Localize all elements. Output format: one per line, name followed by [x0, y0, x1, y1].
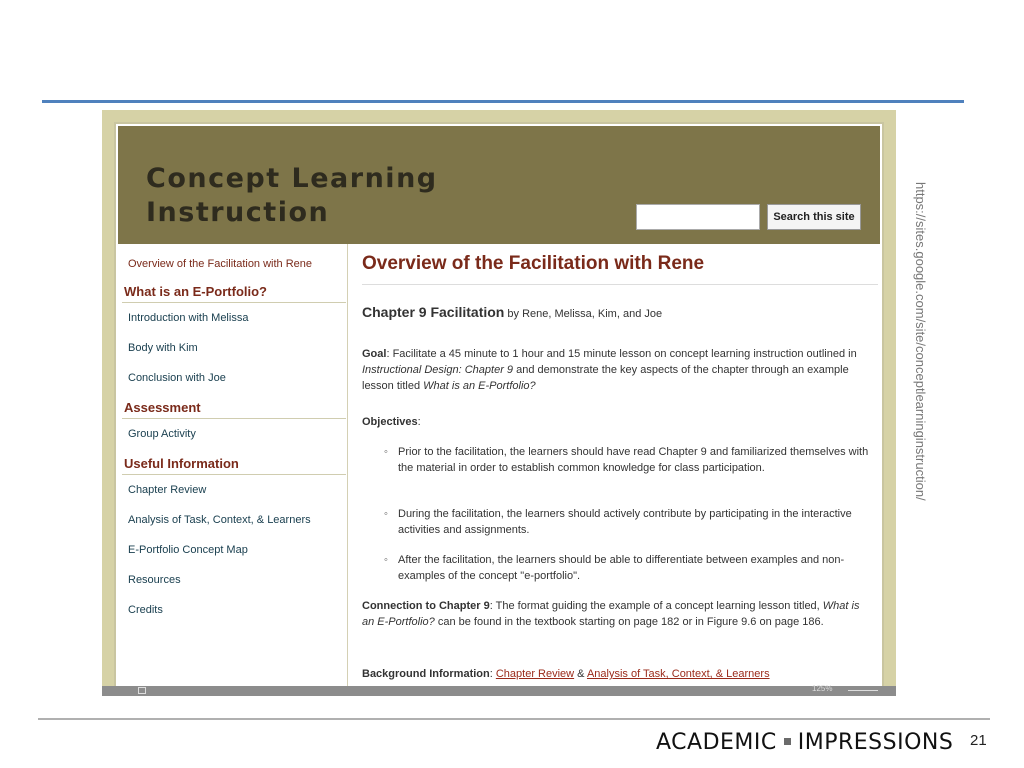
page-view-icon[interactable] — [138, 687, 146, 694]
goal-text: : Facilitate a 45 minute to 1 hour and 15 minute lesson on concept learning instruction outlined in — [386, 348, 857, 360]
connection-text: can be found in the textbook starting on page 182 or in Figure 9.6 on page 186. — [434, 616, 824, 628]
chapter-review-link[interactable]: Chapter Review — [495, 668, 575, 680]
chapter-byline: by Rene, Melissa, Kim, and Joe — [507, 308, 663, 320]
page-title: Overview of the Facilitation with Rene — [362, 253, 705, 274]
sidebar-item-credits[interactable]: Credits — [128, 604, 163, 616]
goal-label: Goal — [362, 348, 387, 360]
background-label: Background Information — [362, 668, 490, 680]
goal-book-title: Instructional Design: Chapter 9 — [362, 364, 514, 376]
objectives-colon: : — [417, 416, 421, 428]
search-input[interactable] — [636, 204, 760, 230]
sidebar-item-conclusion[interactable]: Conclusion with Joe — [128, 372, 226, 384]
site-title[interactable] — [146, 162, 438, 230]
site-title-line-1: Concept Learning — [146, 163, 438, 194]
viewer-status-bar — [102, 686, 896, 696]
slide-bottom-rule — [38, 718, 990, 720]
source-url: https://sites.google.com/site/conceptlearninginstruction/ — [913, 182, 928, 501]
sidebar-item-overview[interactable]: Overview of the Facilitation with Rene — [128, 258, 313, 270]
main-content — [362, 244, 878, 696]
background-colon: : — [489, 668, 496, 680]
goal-lesson-title: What is an E-Portfolio? — [423, 380, 536, 392]
objective-item: ◦ Prior to the facilitation, the learners should have read Chapter 9 and familiarized themselves with the material in order to establish common knowledge for class participation. — [398, 444, 876, 476]
sidebar-item-body[interactable]: Body with Kim — [128, 342, 198, 354]
sidebar-item-introduction[interactable]: Introduction with Melissa — [128, 312, 249, 324]
brand-separator — [784, 738, 791, 745]
sidebar — [118, 244, 348, 696]
slide-top-rule — [42, 100, 964, 103]
objective-item: ◦ After the facilitation, the learners should be able to differentiate between examples and non-examples of the concept "e-portfolio". — [398, 552, 876, 584]
sidebar-heading-useful-information[interactable]: Useful Information — [124, 456, 239, 471]
sidebar-item-group-activity[interactable]: Group Activity — [128, 428, 196, 440]
goal-paragraph — [362, 346, 874, 394]
zoom-slider[interactable] — [848, 690, 878, 691]
academic-impressions-logo — [656, 730, 953, 755]
connection-lesson-title: What is an E-Portfolio? — [362, 600, 860, 628]
chapter-heading-text: Chapter 9 Facilitation — [362, 304, 505, 320]
site-title-line-2: Instruction — [146, 197, 330, 228]
sidebar-divider — [122, 474, 346, 475]
connection-label: Connection to Chapter 9 — [362, 600, 490, 612]
objectives-label: Objectives — [362, 416, 418, 428]
background-amp: & — [574, 668, 587, 680]
site-frame — [114, 122, 884, 696]
zoom-level: 125% — [812, 684, 833, 693]
objective-item: ◦ During the facilitation, the learners should actively contribute by participating in the interactive activities and assignments. — [398, 506, 876, 538]
connection-paragraph — [362, 598, 874, 630]
sidebar-item-analysis[interactable]: Analysis of Task, Context, & Learners — [128, 514, 311, 526]
search-button[interactable]: Search this site — [767, 204, 861, 230]
connection-text: : The format guiding the example of a concept learning lesson titled, — [489, 600, 823, 612]
website-screenshot — [102, 110, 896, 696]
brand-word-right: IMPRESSIONS — [797, 730, 954, 755]
sidebar-divider — [122, 418, 346, 419]
slide-number: 21 — [970, 732, 987, 749]
objectives-heading — [362, 414, 874, 430]
brand-word-left: ACADEMIC — [656, 730, 777, 755]
analysis-link[interactable]: Analysis of Task, Context, & Learners — [586, 668, 770, 680]
background-paragraph — [362, 666, 874, 682]
site-header — [118, 126, 880, 244]
sidebar-divider — [122, 302, 346, 303]
sidebar-heading-assessment[interactable]: Assessment — [124, 400, 201, 415]
sidebar-item-resources[interactable]: Resources — [128, 574, 181, 586]
sidebar-heading-e-portfolio[interactable]: What is an E-Portfolio? — [124, 284, 267, 299]
title-divider — [362, 284, 878, 285]
goal-text: and demonstrate the key aspects of the chapter through an example lesson titled — [362, 364, 849, 392]
sidebar-item-concept-map[interactable]: E-Portfolio Concept Map — [128, 544, 248, 556]
sidebar-item-chapter-review[interactable]: Chapter Review — [128, 484, 207, 496]
chapter-heading — [362, 304, 662, 322]
